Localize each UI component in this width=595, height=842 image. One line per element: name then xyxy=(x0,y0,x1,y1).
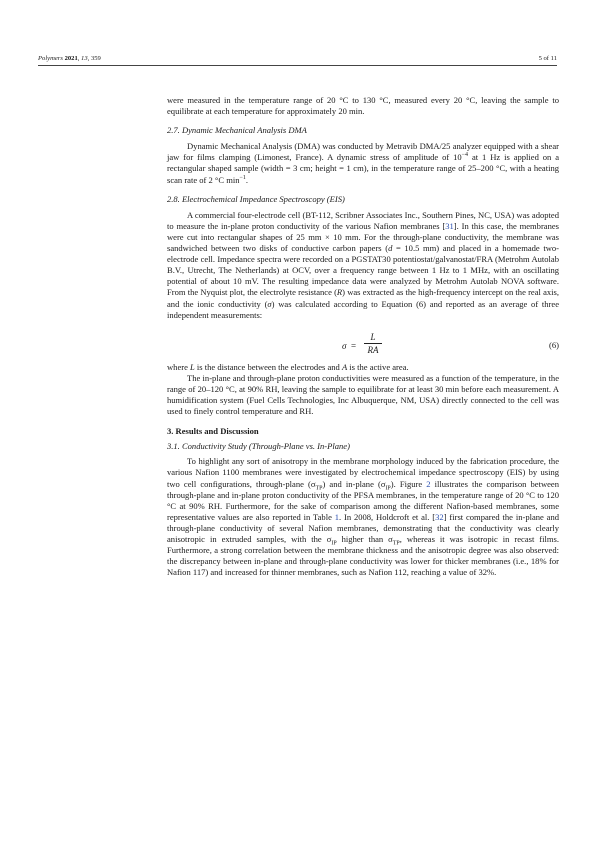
table-1-link[interactable]: 1 xyxy=(334,511,340,522)
article-number: 359 xyxy=(90,55,101,62)
journal-volume: 13 xyxy=(81,55,88,62)
equation-sigma: σ xyxy=(342,340,347,351)
intro-paragraph: were measured in the temperature range of 20 °C to 130 °C, measured every 20 °C, leaving the sample to equilibrate at each temperature for approximately 20 min. xyxy=(167,95,559,117)
conductivity-study-paragraph: To highlight any sort of anisotropy in the membrane morphology induced by the fabrication procedure, the various Nafion 1100 membranes were investigated by electrochemical impedance spectroscopy (EIS) by using two cell configurations, through-plane $(\sigma_{TP})$ and in-plane $(\sigma_{IP})$. Figure 2 illustrates the comparison between through-plane and in-plane proton conductivity of the PFSA membranes, in the temperature range of 20 °C to 120 °C at 90% RH. Furthermore, for the sake of comparison among the different Nafion-based membranes, some representative values are also reported in Table 1. In 2008, Holdcroft et al. [32] first compared the in-plane and through-plane conductivity of several Nafion membranes, demonstrating that the conductivity was clearly anisotropic in extruded samples, with the $\sigma_{IP}$ higher than $\sigma_{TP}$, whereas it was isotropic in recast films. Furthermore, a strong correlation between the membrane thickness and the anisotropic degree was also observed: the discrepancy between in-plane and through-plane conductivity was lower for thicker membranes (i.e., 18% for Nafion 117) and increased for thinner membranes, such as Nafion 112, reaching a value of 32%. xyxy=(167,456,560,578)
equation-number: (6) xyxy=(548,339,559,350)
equation-6 xyxy=(167,328,559,358)
eis-paragraph: A commercial four-electrode cell (BT-112, Scribner Associates Inc., Southern Pines, NC, USA) was adopted to measure the in-plane proton conductivity of the various Nafion membranes [31]. In this case, the membranes were cut into rectangular shapes of 25 mm × 10 mm. For the through-plane conductivity, the membrane was sandwiched between two disks of conductive carbon papers (d = 10.5 mm) and placed in a homemade two-electrode cell. Impedance spectra were recorded on a PGSTAT30 potentiostat/galvanostat/FRA (Metrohm Autolab B.V., Utrecht, The Netherlands) at OCV, over a frequency range between 1 Hz to 1 MHz, with an oscillating potential of about 10 mV. The resulting impedance data were analyzed by Metrohm Autolab NOVA software. From the Nyquist plot, the electrolyte resistance (R) was extracted as the high-frequency intercept on the real axis, and the ionic conductivity (σ) was calculated according to Equation (6) and reported as an average of three independent measurements: xyxy=(167,209,559,320)
equation-fraction xyxy=(364,332,382,356)
section-3-1-heading: 3.1. Conductivity Study (Through-Plane vs. In-Plane) xyxy=(167,441,350,452)
journal-year: 2021 xyxy=(64,55,78,62)
conductivity-method-paragraph: The in-plane and through-plane proton conductivities were measured as a function of the temperature, in the range of 20–120 °C, at 90% RH, leaving the sample to equilibrate for at least 30 min before each measurement. A humidification system (Fuel Cells Technologies, Inc Albuquerque, NM, USA) directly connected to the cell was used to finely control temperature and RH. xyxy=(167,372,559,417)
section-2-7-heading: 2.7. Dynamic Mechanical Analysis DMA xyxy=(167,125,307,136)
section-3-heading: 3. Results and Discussion xyxy=(167,426,259,437)
equation-numerator: L xyxy=(370,331,376,342)
reference-31-link[interactable]: 31 xyxy=(445,220,454,231)
article-body xyxy=(167,95,559,578)
page-number: 5 of 11 xyxy=(538,55,557,62)
reference-32-link[interactable]: 32 xyxy=(435,511,444,522)
running-header-citation: Polymers 2021, 13, 359 xyxy=(38,55,101,62)
header-rule xyxy=(38,65,557,66)
equation-equals: = xyxy=(351,340,357,351)
dma-paragraph: Dynamic Mechanical Analysis (DMA) was conducted by Metravib DMA/25 analyzer equipped with a shear jaw for films clamping (Limonest, France). A dynamic stress of amplitude of $10^{-4}$ at 1 Hz is applied on a rectangular shaped sample (width = 3 cm; height = 1 cm), in the temperature range of 25–200 °C, with a heating scan rate of 2 °C $\min^{-1}$. xyxy=(167,141,560,185)
figure-2-link[interactable]: 2 xyxy=(426,478,431,489)
equation-denominator: RA xyxy=(367,344,379,355)
journal-name: Polymers xyxy=(38,55,63,62)
section-2-8-heading: 2.8. Electrochemical Impedance Spectroscopy (EIS) xyxy=(167,193,345,204)
where-paragraph: where L is the distance between the electrodes and A is the active area. xyxy=(167,361,409,372)
fraction-bar xyxy=(364,343,382,344)
